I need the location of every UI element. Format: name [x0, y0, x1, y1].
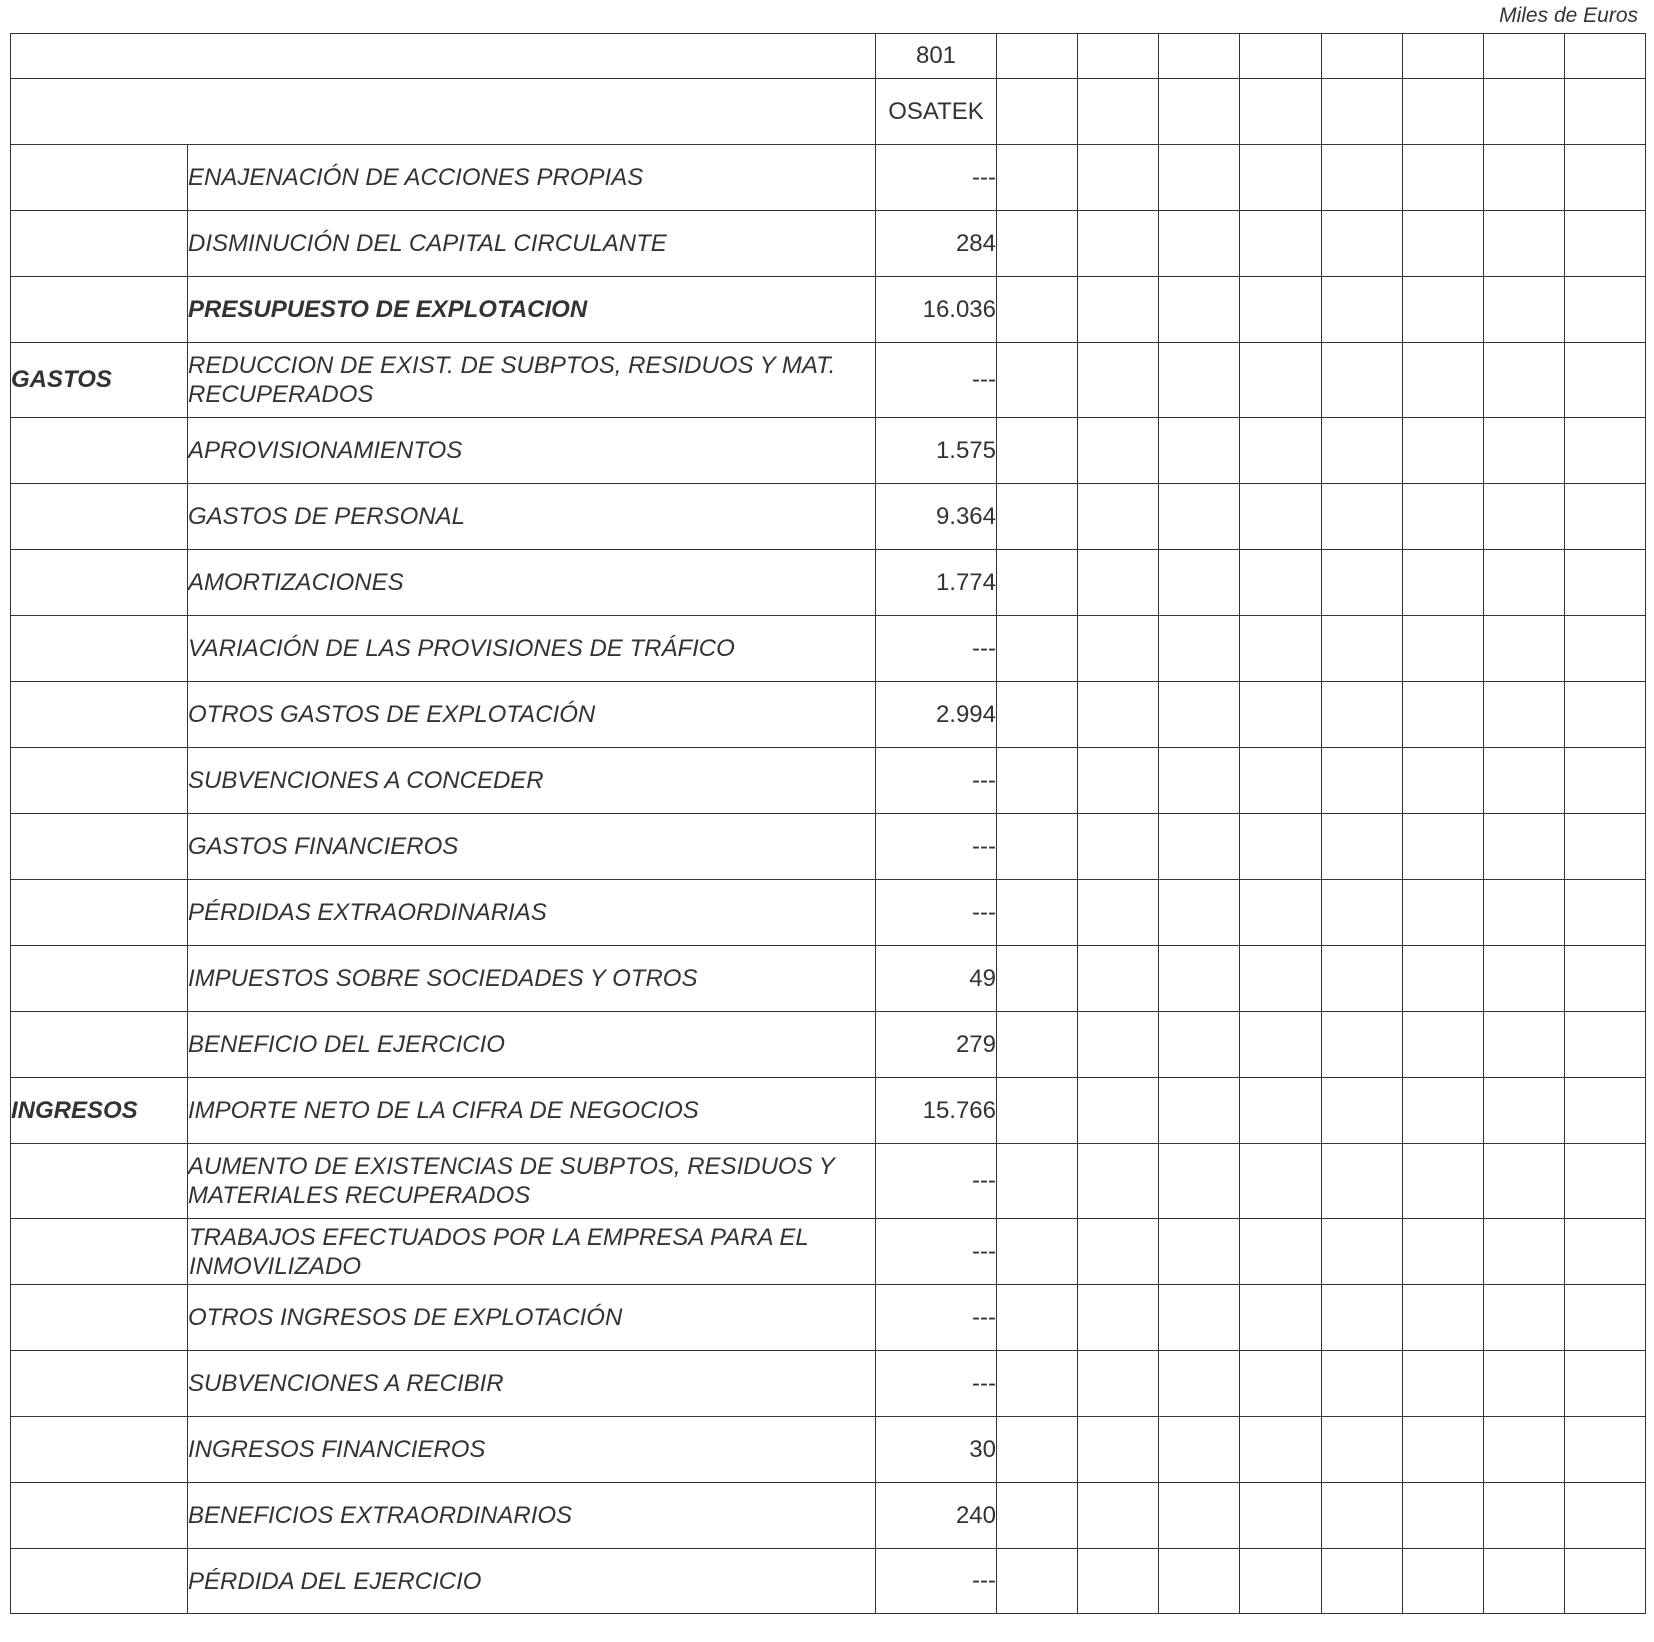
empty-cell	[1078, 211, 1159, 277]
row-category	[11, 484, 188, 550]
empty-cell	[997, 1417, 1078, 1483]
row-category	[11, 145, 188, 211]
row-category	[11, 814, 188, 880]
row-value: ---	[876, 616, 997, 682]
empty-cell	[1483, 1219, 1564, 1285]
empty-cell	[1240, 277, 1321, 343]
empty-cell	[1321, 814, 1402, 880]
empty-cell	[1564, 1285, 1645, 1351]
row-label: PÉRDIDAS EXTRAORDINARIAS	[188, 880, 876, 946]
empty-cell	[1402, 145, 1483, 211]
row-label: PÉRDIDA DEL EJERCICIO	[188, 1549, 876, 1614]
table-row	[11, 1285, 1646, 1351]
empty-cell	[1240, 1483, 1321, 1549]
empty-cell	[1321, 34, 1402, 79]
empty-cell	[1321, 1351, 1402, 1417]
empty-cell	[1159, 343, 1240, 418]
empty-cell	[1159, 1417, 1240, 1483]
table-row	[11, 1549, 1646, 1614]
row-label: BENEFICIO DEL EJERCICIO	[188, 1012, 876, 1078]
empty-cell	[1402, 880, 1483, 946]
empty-cell	[1240, 814, 1321, 880]
row-label: REDUCCION DE EXIST. DE SUBPTOS, RESIDUOS Y MAT. RECUPERADOS	[188, 343, 876, 418]
empty-cell	[1240, 550, 1321, 616]
empty-cell	[1240, 484, 1321, 550]
empty-cell	[1240, 880, 1321, 946]
header-blank-cell	[11, 34, 876, 79]
row-value: ---	[876, 814, 997, 880]
empty-cell	[1402, 211, 1483, 277]
empty-cell	[997, 748, 1078, 814]
header-entity-row	[11, 79, 1646, 145]
empty-cell	[997, 484, 1078, 550]
table-row	[11, 616, 1646, 682]
empty-cell	[1564, 1012, 1645, 1078]
empty-cell	[1240, 682, 1321, 748]
empty-cell	[1240, 145, 1321, 211]
empty-cell	[1483, 79, 1564, 145]
empty-cell	[997, 880, 1078, 946]
empty-cell	[1159, 277, 1240, 343]
empty-cell	[1159, 211, 1240, 277]
row-label: DISMINUCIÓN DEL CAPITAL CIRCULANTE	[188, 211, 876, 277]
table-row	[11, 277, 1646, 343]
row-label: AUMENTO DE EXISTENCIAS DE SUBPTOS, RESIDUOS Y MATERIALES RECUPERADOS	[188, 1144, 876, 1219]
empty-cell	[1483, 34, 1564, 79]
header-blank-cell	[11, 79, 876, 145]
row-label: ENAJENACIÓN DE ACCIONES PROPIAS	[188, 145, 876, 211]
empty-cell	[997, 616, 1078, 682]
empty-cell	[1159, 1219, 1240, 1285]
units-label: Miles de Euros	[1499, 4, 1638, 27]
empty-cell	[1564, 211, 1645, 277]
table-row	[11, 946, 1646, 1012]
empty-cell	[1564, 880, 1645, 946]
empty-cell	[1564, 277, 1645, 343]
empty-cell	[1564, 1144, 1645, 1219]
empty-cell	[1240, 1285, 1321, 1351]
row-value: ---	[876, 748, 997, 814]
row-label: SUBVENCIONES A CONCEDER	[188, 748, 876, 814]
empty-cell	[1402, 343, 1483, 418]
empty-cell	[1078, 79, 1159, 145]
empty-cell	[1078, 1417, 1159, 1483]
empty-cell	[1240, 211, 1321, 277]
empty-cell	[1564, 682, 1645, 748]
empty-cell	[1564, 814, 1645, 880]
empty-cell	[1321, 1144, 1402, 1219]
row-label: VARIACIÓN DE LAS PROVISIONES DE TRÁFICO	[188, 616, 876, 682]
empty-cell	[1402, 484, 1483, 550]
empty-cell	[1240, 1219, 1321, 1285]
empty-cell	[1240, 79, 1321, 145]
empty-cell	[1564, 418, 1645, 484]
empty-cell	[1483, 145, 1564, 211]
row-value: ---	[876, 145, 997, 211]
empty-cell	[1402, 616, 1483, 682]
empty-cell	[1321, 616, 1402, 682]
table-row	[11, 814, 1646, 880]
empty-cell	[1159, 418, 1240, 484]
table-row	[11, 1417, 1646, 1483]
empty-cell	[997, 682, 1078, 748]
header-code-row	[11, 34, 1646, 79]
empty-cell	[1483, 1417, 1564, 1483]
empty-cell	[1240, 748, 1321, 814]
row-category	[11, 1219, 188, 1285]
empty-cell	[1078, 1219, 1159, 1285]
empty-cell	[1483, 211, 1564, 277]
empty-cell	[1240, 1078, 1321, 1144]
empty-cell	[1402, 1549, 1483, 1614]
empty-cell	[1078, 1144, 1159, 1219]
empty-cell	[1402, 418, 1483, 484]
empty-cell	[1159, 682, 1240, 748]
row-value: ---	[876, 1144, 997, 1219]
empty-cell	[1078, 418, 1159, 484]
empty-cell	[1483, 1144, 1564, 1219]
empty-cell	[1240, 418, 1321, 484]
row-label: BENEFICIOS EXTRAORDINARIOS	[188, 1483, 876, 1549]
row-value: ---	[876, 343, 997, 418]
row-value: ---	[876, 1219, 997, 1285]
empty-cell	[1564, 550, 1645, 616]
empty-cell	[1483, 814, 1564, 880]
table-row	[11, 1144, 1646, 1219]
empty-cell	[1483, 277, 1564, 343]
empty-cell	[997, 1285, 1078, 1351]
empty-cell	[1483, 616, 1564, 682]
empty-cell	[1321, 682, 1402, 748]
empty-cell	[997, 418, 1078, 484]
row-category	[11, 748, 188, 814]
table-row	[11, 550, 1646, 616]
row-label: INGRESOS FINANCIEROS	[188, 1417, 876, 1483]
row-label: PRESUPUESTO DE EXPLOTACION	[188, 277, 876, 343]
budget-table	[10, 33, 1646, 1614]
entity-code: 801	[876, 34, 997, 79]
empty-cell	[1483, 1078, 1564, 1144]
entity-name: OSATEK	[876, 79, 997, 145]
table-row	[11, 682, 1646, 748]
empty-cell	[997, 1144, 1078, 1219]
table-row	[11, 1483, 1646, 1549]
empty-cell	[1402, 748, 1483, 814]
empty-cell	[1402, 1351, 1483, 1417]
empty-cell	[1078, 1285, 1159, 1351]
empty-cell	[1483, 550, 1564, 616]
empty-cell	[1240, 34, 1321, 79]
empty-cell	[1159, 79, 1240, 145]
row-value: 1.774	[876, 550, 997, 616]
empty-cell	[1321, 484, 1402, 550]
empty-cell	[1321, 1219, 1402, 1285]
empty-cell	[1240, 1549, 1321, 1614]
empty-cell	[1564, 79, 1645, 145]
row-value: 1.575	[876, 418, 997, 484]
row-value: 49	[876, 946, 997, 1012]
row-value: 284	[876, 211, 997, 277]
empty-cell	[1159, 1351, 1240, 1417]
empty-cell	[1483, 946, 1564, 1012]
empty-cell	[1564, 343, 1645, 418]
empty-cell	[1078, 616, 1159, 682]
empty-cell	[997, 211, 1078, 277]
empty-cell	[1564, 946, 1645, 1012]
empty-cell	[1240, 1012, 1321, 1078]
empty-cell	[1564, 1351, 1645, 1417]
row-category	[11, 1483, 188, 1549]
row-category	[11, 211, 188, 277]
table-row	[11, 1219, 1646, 1285]
row-value: ---	[876, 1351, 997, 1417]
empty-cell	[1078, 1351, 1159, 1417]
empty-cell	[1483, 1483, 1564, 1549]
row-label: SUBVENCIONES A RECIBIR	[188, 1351, 876, 1417]
empty-cell	[1483, 1549, 1564, 1614]
empty-cell	[997, 946, 1078, 1012]
empty-cell	[1159, 145, 1240, 211]
empty-cell	[1159, 1012, 1240, 1078]
empty-cell	[1159, 1144, 1240, 1219]
table-row	[11, 880, 1646, 946]
empty-cell	[1078, 277, 1159, 343]
row-category: INGRESOS	[11, 1078, 188, 1144]
empty-cell	[1483, 682, 1564, 748]
empty-cell	[1483, 880, 1564, 946]
empty-cell	[997, 1483, 1078, 1549]
empty-cell	[1483, 484, 1564, 550]
empty-cell	[1321, 211, 1402, 277]
empty-cell	[1159, 748, 1240, 814]
empty-cell	[1240, 1417, 1321, 1483]
row-value: 15.766	[876, 1078, 997, 1144]
empty-cell	[1321, 418, 1402, 484]
row-value: 2.994	[876, 682, 997, 748]
empty-cell	[997, 550, 1078, 616]
empty-cell	[1321, 946, 1402, 1012]
row-category	[11, 1285, 188, 1351]
row-category	[11, 277, 188, 343]
empty-cell	[1078, 484, 1159, 550]
empty-cell	[1402, 1078, 1483, 1144]
empty-cell	[1321, 79, 1402, 145]
row-category	[11, 880, 188, 946]
table-row	[11, 1351, 1646, 1417]
empty-cell	[1321, 1285, 1402, 1351]
empty-cell	[1240, 343, 1321, 418]
empty-cell	[1402, 814, 1483, 880]
empty-cell	[997, 34, 1078, 79]
row-value: 16.036	[876, 277, 997, 343]
empty-cell	[1483, 1285, 1564, 1351]
row-value: ---	[876, 1549, 997, 1614]
empty-cell	[1564, 616, 1645, 682]
empty-cell	[1321, 550, 1402, 616]
row-value: ---	[876, 1285, 997, 1351]
empty-cell	[1078, 880, 1159, 946]
row-category	[11, 616, 188, 682]
table-row	[11, 343, 1646, 418]
row-category	[11, 1012, 188, 1078]
row-value: 30	[876, 1417, 997, 1483]
empty-cell	[1159, 946, 1240, 1012]
empty-cell	[1402, 79, 1483, 145]
empty-cell	[997, 145, 1078, 211]
empty-cell	[1159, 484, 1240, 550]
row-value: ---	[876, 880, 997, 946]
row-value: 240	[876, 1483, 997, 1549]
empty-cell	[1402, 1483, 1483, 1549]
row-label: IMPUESTOS SOBRE SOCIEDADES Y OTROS	[188, 946, 876, 1012]
empty-cell	[1078, 145, 1159, 211]
table-row	[11, 418, 1646, 484]
empty-cell	[1321, 1078, 1402, 1144]
empty-cell	[1159, 34, 1240, 79]
table-row	[11, 1078, 1646, 1144]
empty-cell	[997, 1219, 1078, 1285]
empty-cell	[1321, 748, 1402, 814]
empty-cell	[1159, 814, 1240, 880]
empty-cell	[1159, 1285, 1240, 1351]
empty-cell	[1483, 748, 1564, 814]
empty-cell	[1078, 1078, 1159, 1144]
empty-cell	[1402, 1219, 1483, 1285]
empty-cell	[1078, 682, 1159, 748]
empty-cell	[1159, 1483, 1240, 1549]
empty-cell	[1078, 1483, 1159, 1549]
row-category: GASTOS	[11, 343, 188, 418]
empty-cell	[1402, 277, 1483, 343]
empty-cell	[1564, 1483, 1645, 1549]
empty-cell	[1402, 682, 1483, 748]
row-category	[11, 418, 188, 484]
empty-cell	[1564, 1549, 1645, 1614]
row-category	[11, 1351, 188, 1417]
empty-cell	[997, 343, 1078, 418]
empty-cell	[997, 1549, 1078, 1614]
table-row	[11, 484, 1646, 550]
empty-cell	[1321, 343, 1402, 418]
empty-cell	[1078, 1012, 1159, 1078]
empty-cell	[1159, 550, 1240, 616]
empty-cell	[997, 1351, 1078, 1417]
empty-cell	[1564, 145, 1645, 211]
empty-cell	[1321, 277, 1402, 343]
row-label: APROVISIONAMIENTOS	[188, 418, 876, 484]
empty-cell	[1078, 1549, 1159, 1614]
empty-cell	[1483, 343, 1564, 418]
empty-cell	[1159, 616, 1240, 682]
empty-cell	[1483, 1012, 1564, 1078]
empty-cell	[1240, 1351, 1321, 1417]
empty-cell	[1240, 946, 1321, 1012]
empty-cell	[1564, 748, 1645, 814]
empty-cell	[1564, 34, 1645, 79]
empty-cell	[1402, 1417, 1483, 1483]
table-row	[11, 1012, 1646, 1078]
empty-cell	[1078, 34, 1159, 79]
table-row	[11, 748, 1646, 814]
row-category	[11, 1144, 188, 1219]
row-label: IMPORTE NETO DE LA CIFRA DE NEGOCIOS	[188, 1078, 876, 1144]
row-label: GASTOS FINANCIEROS	[188, 814, 876, 880]
empty-cell	[997, 277, 1078, 343]
empty-cell	[1483, 1351, 1564, 1417]
empty-cell	[1240, 1144, 1321, 1219]
empty-cell	[1402, 1144, 1483, 1219]
row-label: GASTOS DE PERSONAL	[188, 484, 876, 550]
row-category	[11, 1417, 188, 1483]
row-value: 9.364	[876, 484, 997, 550]
empty-cell	[1483, 418, 1564, 484]
empty-cell	[1321, 1012, 1402, 1078]
empty-cell	[1321, 1483, 1402, 1549]
empty-cell	[1321, 880, 1402, 946]
empty-cell	[1564, 1417, 1645, 1483]
empty-cell	[1321, 1549, 1402, 1614]
row-category	[11, 946, 188, 1012]
table-row	[11, 145, 1646, 211]
row-category	[11, 1549, 188, 1614]
empty-cell	[1159, 1549, 1240, 1614]
empty-cell	[997, 1012, 1078, 1078]
empty-cell	[1078, 814, 1159, 880]
empty-cell	[1402, 946, 1483, 1012]
empty-cell	[1240, 616, 1321, 682]
empty-cell	[1402, 550, 1483, 616]
empty-cell	[1402, 1012, 1483, 1078]
empty-cell	[1402, 34, 1483, 79]
row-label: AMORTIZACIONES	[188, 550, 876, 616]
empty-cell	[1321, 145, 1402, 211]
empty-cell	[1078, 550, 1159, 616]
empty-cell	[1078, 343, 1159, 418]
row-label: OTROS GASTOS DE EXPLOTACIÓN	[188, 682, 876, 748]
row-category	[11, 550, 188, 616]
empty-cell	[997, 1078, 1078, 1144]
empty-cell	[1321, 1417, 1402, 1483]
empty-cell	[1564, 1078, 1645, 1144]
empty-cell	[1402, 1285, 1483, 1351]
empty-cell	[1159, 1078, 1240, 1144]
empty-cell	[997, 814, 1078, 880]
row-category	[11, 682, 188, 748]
table-row	[11, 211, 1646, 277]
row-label: TRABAJOS EFECTUADOS POR LA EMPRESA PARA EL INMOVILIZADO	[188, 1219, 876, 1285]
row-label: OTROS INGRESOS DE EXPLOTACIÓN	[188, 1285, 876, 1351]
empty-cell	[1078, 946, 1159, 1012]
empty-cell	[1078, 748, 1159, 814]
empty-cell	[997, 79, 1078, 145]
row-value: 279	[876, 1012, 997, 1078]
empty-cell	[1564, 484, 1645, 550]
empty-cell	[1564, 1219, 1645, 1285]
empty-cell	[1159, 880, 1240, 946]
